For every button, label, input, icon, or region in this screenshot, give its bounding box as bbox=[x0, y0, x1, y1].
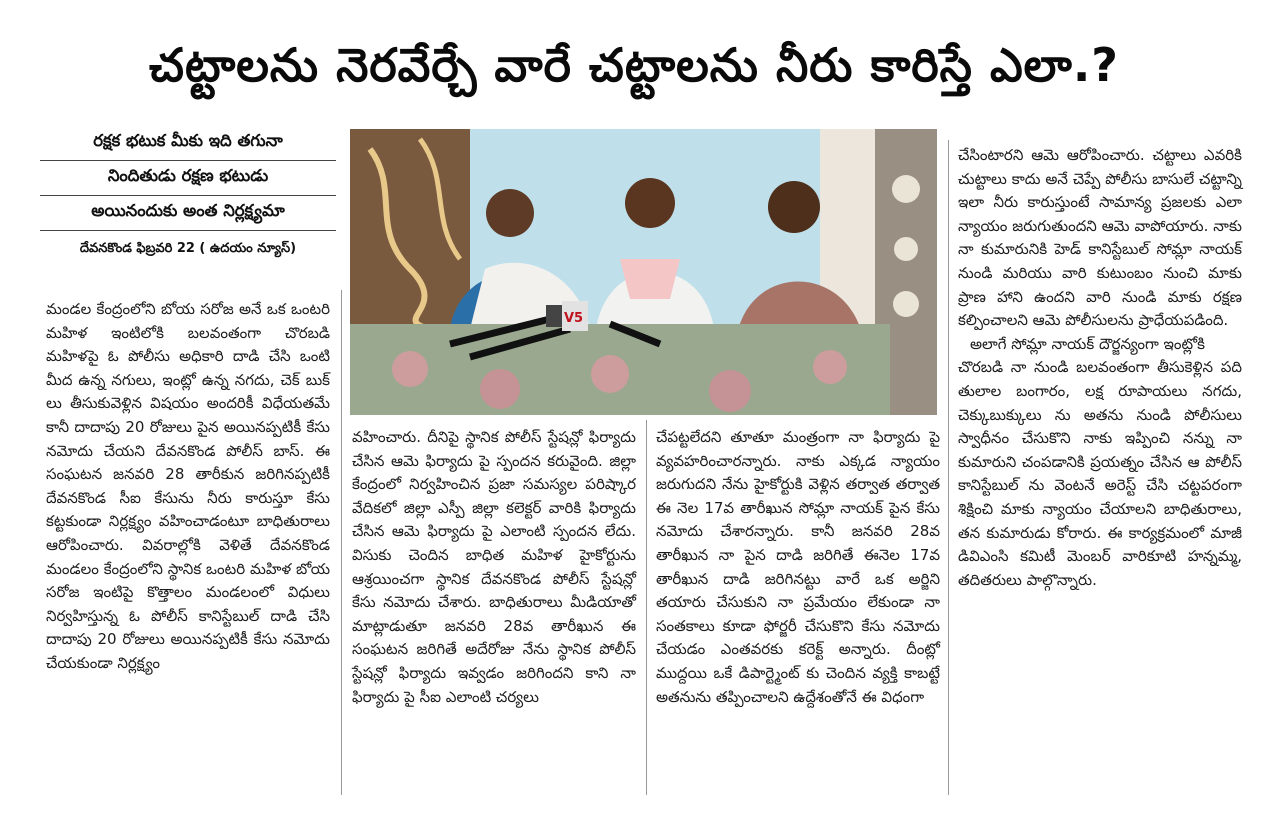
dateline: దేవనకొండ ఫిబ్రవరి 22 ( ఉదయం న్యూస్) bbox=[79, 241, 297, 256]
article-column-4 bbox=[958, 144, 1242, 592]
article-paragraph: అలాగే సోమ్లా నాయక్ దౌర్జన్యంగా ఇంట్లోకి bbox=[970, 334, 1205, 353]
article-paragraph: చొరబడి నా నుండి బలవంతంగా తీసుకెళ్లిన పది తులాల బంగారం, లక్ష రూపాయలు నగదు, చెక్కుబుక్కులు ను అతను నుండి పోలీసులు స్వాధీనం చేసుకొని నాకు ఇప్పించి నన్ను నా కుమారుని చంపడానికి ప్రయత్నం చేసిన ఆ పోలీస్ కానిస్టేబుల్ ను వెంటనే అరెస్ట్ చేసి చట్టపరంగా శిక్షించి మాకు న్యాయం చేయాలని బాధితురాలు, తన కుమారుడు కోరారు. ఈ కార్యక్రమంలో మాజీ డివిఎంసి కమిటీ మెంబర్ వారికూటి హన్నమ్మ, తదితరులు పాల్గొన్నారు. bbox=[958, 358, 1242, 589]
photo-illustration bbox=[350, 129, 937, 415]
channel-badge: V5 bbox=[564, 311, 584, 326]
article-paragraph: మండల కేంద్రంలోని బోయ సరోజ అనే ఒక ఒంటరి మహిళ ఇంటిలోకి బలవంతంగా చొరబడి మహిళపై ఓ పోలీసు అధికారి దాడి చేసి ఒంటి మీద ఉన్న నగులు, ఇంట్లో ఉన్న నగదు, చెక్ బుక్ లు తీసుకువెళ్లిన విషయం అందరికీ విధేయతమే కానీ దాదాపు 20 రోజులు పైన అయినప్పటికీ కేసు నమోదు చేయని దేవనకొండ పోలీస్ బాస్. ఈ సంఘటన జనవరి 28 తారీకున జరిగినప్పటికీ దేవనకొండ సీఐ కేసును నీరు కారుస్తూ కేసు కట్టకుండా నిర్లక్ష్యం వహించాడంటూ బాధితురాలు ఆరోపించారు. వివరాల్లోకి వెళితే దేవనకొండ మండలం కేంద్రంలోని స్థానిక ఒంటరి మహిళ బోయ సరోజ ఇంటిపై కొత్తాలం మండలంలో విధులు నిర్వహిస్తున్న ఓ పోలీస్ కానిస్టేబుల్ దాడి చేసి దాదాపు 20 రోజులు అయినప్పటికీ కేసు నమోదు చేయకుండా నిర్లక్ష్యం bbox=[46, 300, 330, 672]
article-column-3 bbox=[656, 426, 940, 709]
subheading-1: రక్షక భటుక మీకు ఇది తగునా bbox=[40, 126, 336, 161]
article-paragraph: వహించారు. దీనిపై స్థానిక పోలీస్ స్టేషన్లో ఫిర్యాదు చేసిన ఆమె ఫిర్యాదు పై స్పందన కరువైంది. జిల్లా కేంద్రంలో నిర్వహించిన ప్రజా సమస్యల పరిష్కార వేదికలో జిల్లా ఎస్పీ జిల్లా కలెక్టర్ వారికి ఫిర్యాదు చేసిన ఆమె ఫిర్యాదు పై ఎలాంటి స్పందన లేదు. విసుకు చెందిన బాధిత మహిళ హైకోర్టును ఆశ్రయించగా స్థానిక దేవనకొండ పోలీస్ స్టేషన్లో కేసు నమోదు చేశారు. బాధితురాలు మీడియాతో మాట్లాడుతూ జనవరి 28వ తారీఖున ఈ సంఘటన జరిగితే అదేరోజు నేను స్థానిక పోలీస్ స్టేషన్లో ఫిర్యాదు ఇవ్వడం జరిగిందని కాని నా ఫిర్యాదు పై సీఐ ఎలాంటి చర్యలు bbox=[352, 428, 636, 706]
subheadings bbox=[40, 126, 336, 265]
column-divider bbox=[948, 140, 949, 795]
article-paragraph: చేపట్టలేదని తూతూ మంత్రంగా నా ఫిర్యాదు పై వ్యవహరించారన్నారు. నాకు ఎక్కడ న్యాయం జరుగుదని నేను హైకోర్టుకి వెళ్లిన తర్వాత తర్వాత ఈ నెల 17వ తారీఖున సోమ్లా నాయక్ పైన కేసు నమోదు చేశారన్నారు. కానీ జనవరి 28వ తారీఖున నా పైన దాడి జరిగితే ఈనెల 17వ తారీఖున దాడి జరిగినట్టు వారే ఒక అర్జిని తయారు చేసుకుని నా ప్రమేయం లేకుండా నా సంతకాలు కూడా ఫోర్జరీ చేసుకొని కేసు నమోదు చేయడం ఎంతవరకు కరెక్ట్ అన్నారు. దీంట్లో ముద్దయి ఒకే డిపార్ట్మెంట్ కు చెందిన వ్యక్తి కాబట్టే అతనును తప్పించాలని ఉద్దేశంతోనే ఈ విధంగా bbox=[656, 428, 940, 706]
subheading-3: అయినందుకు అంత నిర్లక్ష్యమా bbox=[40, 196, 336, 231]
subheading-2: నిందితుడు రక్షణ భటుడు bbox=[40, 161, 336, 196]
article-column-2 bbox=[352, 426, 636, 709]
headline: చట్టాలను నెరవేర్చే వారే చట్టాలను నీరు కారిస్తే ఎలా.? bbox=[149, 38, 1119, 92]
column-divider bbox=[341, 290, 342, 795]
column-divider bbox=[646, 420, 647, 795]
press-meet-photo bbox=[350, 129, 937, 415]
article-column-1 bbox=[46, 298, 330, 676]
article-paragraph: చేసింటారని ఆమె ఆరోపించారు. చట్టాలు ఎవరికి చుట్టాలు కాదు అనే చెప్పే పోలీసు బాసులే చట్టాన్ని ఇలా నీరు కారుస్తుంటే సామాన్య ప్రజలకు ఎలా న్యాయం జరుగుతుందని ఆమె వాపోయారు. నాకు నా కుమారునికి హెడ్ కానిస్టేబుల్ సోమ్లా నాయక్ నుండి మరియు వారి కుటుంబం నుంచి మాకు ప్రాణ హాని ఉందని వారి నుండి మాకు రక్షణ కల్పించాలని ఆమె పోలీసులను ప్రాధేయపడింది. bbox=[958, 146, 1242, 330]
